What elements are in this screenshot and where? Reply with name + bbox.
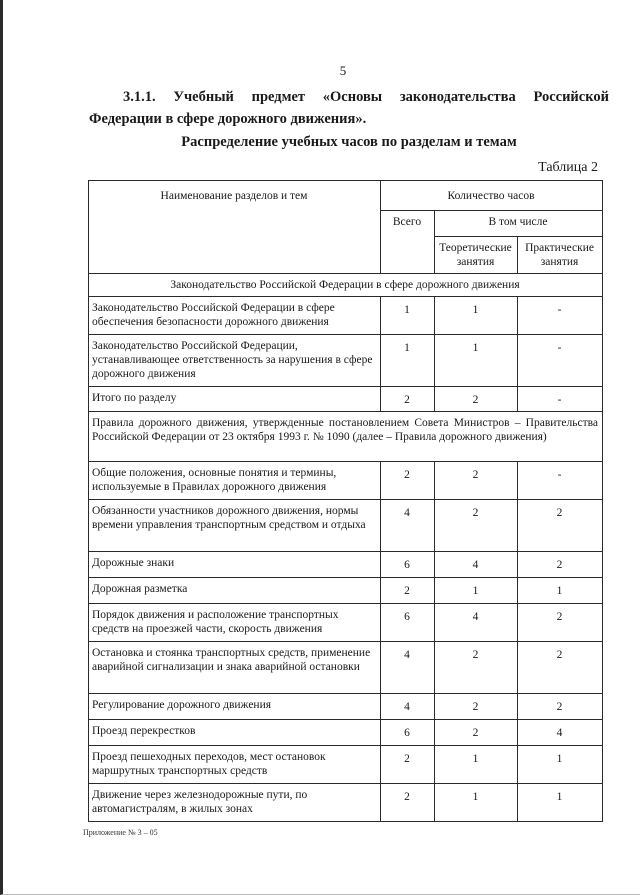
row-practice: 2 [518,694,603,720]
row-total: 6 [381,604,435,642]
table-row [89,720,603,746]
row-theory: 2 [435,500,518,552]
row-name: Дорожные знаки [89,552,381,578]
row-name: Регулирование дорожного движения [89,694,381,720]
row-total: 1 [381,297,435,335]
row-theory: 1 [435,297,518,335]
row-theory: 2 [435,720,518,746]
table-label: Таблица 2 [538,160,598,175]
row-theory: 2 [435,694,518,720]
row-practice: 2 [518,500,603,552]
row-total: 6 [381,552,435,578]
row-practice: 2 [518,642,603,694]
row-name: Движение через железнодорожные пути, по автомагистралям, в жилых зонах [89,784,381,822]
row-practice: - [518,387,603,412]
section-subheading: Распределение учебных часов по разделам и темам [181,134,517,150]
header-hours: Количество часов [381,181,603,211]
row-practice: 1 [518,578,603,604]
header-total: Всего [381,211,435,274]
row-theory: 4 [435,604,518,642]
row-total: 4 [381,694,435,720]
row-practice: 2 [518,552,603,578]
row-theory: 2 [435,642,518,694]
table-row [89,297,603,335]
row-theory: 1 [435,784,518,822]
row-theory: 2 [435,387,518,412]
row-total: 2 [381,462,435,500]
table-row [89,746,603,784]
row-practice: 1 [518,784,603,822]
row-name: Остановка и стоянка транспортных средств, применение аварийной сигнализации и знака аварийной остановки [89,642,381,694]
row-total: 2 [381,578,435,604]
row-name: Дорожная разметка [89,578,381,604]
row-total: 1 [381,335,435,387]
section-row-2: Правила дорожного движения, утвержденные постановлением Совета Министров – Правительства Российской Федерации от 23 октября 1993 г. № 1090 (далее – Правила дорожного движения) [89,412,603,462]
row-total: 2 [381,387,435,412]
row-total: 4 [381,500,435,552]
header-theory: Теоретические занятия [435,237,518,274]
header-practice: Практические занятия [518,237,603,274]
row-theory: 1 [435,746,518,784]
table-row [89,500,603,552]
row-practice: - [518,335,603,387]
row-name: Проезд перекрестков [89,720,381,746]
row-name: Итого по разделу [89,387,381,412]
row-practice: - [518,297,603,335]
table-row [89,335,603,387]
table-row [89,552,603,578]
row-total: 2 [381,784,435,822]
row-name: Законодательство Российской Федерации в сфере обеспечения безопасности дорожного движения [89,297,381,335]
row-name: Порядок движения и расположение транспортных средств на проезжей части, скорость движения [89,604,381,642]
section-heading: 3.1.1. Учебный предмет «Основы законодательства Российской Федерации в сфере дорожного движения». [89,89,609,127]
table-row [89,462,603,500]
page-number: 5 [339,63,347,78]
row-theory: 1 [435,578,518,604]
row-name: Проезд пешеходных переходов, мест остановок маршрутных транспортных средств [89,746,381,784]
row-practice: 2 [518,604,603,642]
table-row [89,604,603,642]
table-row [89,784,603,822]
table-row [89,387,603,412]
row-theory: 2 [435,462,518,500]
row-theory: 1 [435,335,518,387]
row-practice: 1 [518,746,603,784]
header-name: Наименование разделов и тем [89,181,381,274]
row-name: Обязанности участников дорожного движения, нормы времени управления транспортным средством и отдыха [89,500,381,552]
row-total: 2 [381,746,435,784]
row-total: 6 [381,720,435,746]
row-total: 4 [381,642,435,694]
row-name: Законодательство Российской Федерации, устанавливающее ответственность за нарушения в сфере дорожного движения [89,335,381,387]
table-row [89,642,603,694]
section-row-1: Законодательство Российской Федерации в сфере дорожного движения [89,274,603,297]
header-including: В том числе [435,211,603,237]
hours-table [88,180,603,822]
page-footer: Приложение № 3 – 05 [83,828,158,837]
table-row [89,694,603,720]
row-name: Общие положения, основные понятия и термины, используемые в Правилах дорожного движения [89,462,381,500]
table-row [89,578,603,604]
row-theory: 4 [435,552,518,578]
row-practice: 4 [518,720,603,746]
row-practice: - [518,462,603,500]
